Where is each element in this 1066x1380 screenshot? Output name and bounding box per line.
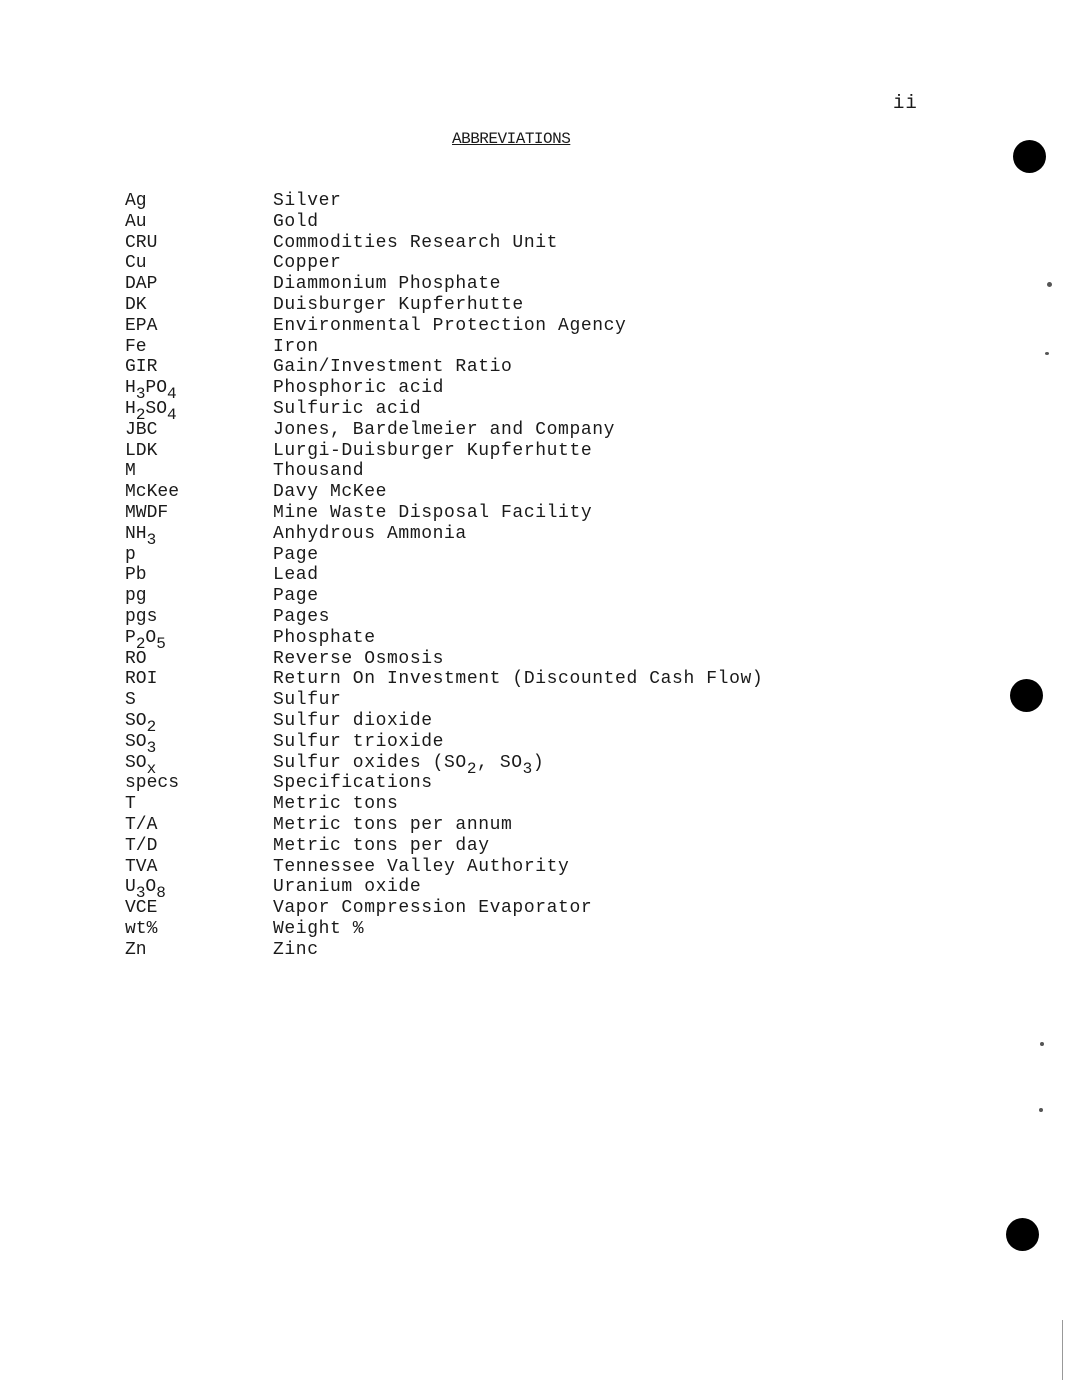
abbreviation-meaning: Specifications bbox=[273, 773, 433, 794]
scan-speck bbox=[1045, 352, 1049, 355]
abbreviation-term: Zn bbox=[125, 939, 147, 960]
abbreviation-term: TVA bbox=[125, 856, 158, 877]
abbreviation-meaning: Weight % bbox=[273, 918, 365, 939]
abbreviation-term: pgs bbox=[125, 606, 158, 627]
abbreviation-meaning: Sulfur trioxide bbox=[273, 731, 445, 752]
abbreviation-term: S bbox=[125, 690, 136, 711]
abbreviation-term: $NH_3$ bbox=[125, 523, 157, 549]
abbreviation-meaning: Gold bbox=[273, 211, 319, 232]
abbreviation-term: VCE bbox=[125, 898, 158, 919]
abbreviation-term: RO bbox=[125, 648, 147, 669]
abbreviation-term: Pb bbox=[125, 565, 147, 586]
abbreviation-meaning: Mine Waste Disposal Facility bbox=[273, 502, 593, 523]
abbreviation-term: DAP bbox=[125, 274, 158, 295]
abbreviation-term: T/A bbox=[125, 814, 158, 835]
abbreviation-meaning: Page bbox=[273, 586, 319, 607]
abbreviation-term: Ag bbox=[125, 191, 147, 211]
abbreviation-term: $SO_x$ bbox=[125, 752, 157, 778]
abbreviation-term: p bbox=[125, 544, 136, 565]
abbreviation-meaning: Commodities Research Unit bbox=[273, 232, 559, 253]
scan-speck bbox=[1047, 282, 1052, 287]
abbreviation-meaning: Anhydrous Ammonia bbox=[273, 523, 467, 544]
abbreviation-meaning: Sulfur dioxide bbox=[273, 710, 433, 731]
abbreviation-term: $P_2O_5$ bbox=[125, 627, 166, 653]
abbreviation-meaning: Return On Investment (Discounted Cash Flow) bbox=[273, 669, 764, 690]
abbreviation-term: $SO_3$ bbox=[125, 731, 157, 757]
abbreviation-term: EPA bbox=[125, 315, 158, 336]
abbreviation-meaning: Lurgi-Duisburger Kupferhutte bbox=[273, 440, 593, 461]
abbreviation-term: T bbox=[125, 794, 136, 815]
abbreviation-term: DK bbox=[125, 294, 147, 315]
abbreviation-term: Au bbox=[125, 211, 147, 232]
punch-hole bbox=[1006, 1218, 1039, 1251]
abbreviation-meaning: Reverse Osmosis bbox=[273, 648, 445, 669]
abbreviation-meaning: Tennessee Valley Authority bbox=[273, 856, 570, 877]
abbreviation-meaning: Metric tons per day bbox=[273, 835, 490, 856]
abbreviation-meaning: Zinc bbox=[273, 939, 319, 960]
abbreviation-meaning: Metric tons per annum bbox=[273, 814, 513, 835]
abbreviation-meaning: Phosphate bbox=[273, 627, 376, 648]
abbreviation-meaning: Pages bbox=[273, 606, 331, 627]
abbreviation-meaning: Duisburger Kupferhutte bbox=[273, 294, 524, 315]
abbreviation-meaning: Jones, Bardelmeier and Company bbox=[273, 419, 616, 440]
abbreviation-meaning: Lead bbox=[273, 565, 319, 586]
abbreviation-term: $SO_2$ bbox=[125, 710, 157, 736]
abbreviation-term: Fe bbox=[125, 336, 147, 357]
abbreviation-meaning: Metric tons bbox=[273, 794, 399, 815]
abbreviation-meaning: Thousand bbox=[273, 461, 365, 482]
abbreviation-term: McKee bbox=[125, 482, 180, 503]
abbreviation-meaning: Iron bbox=[273, 336, 319, 357]
abbreviation-term: T/D bbox=[125, 835, 158, 856]
abbreviation-meaning: Gain/Investment Ratio bbox=[273, 357, 513, 378]
abbreviation-meaning: Davy McKee bbox=[273, 482, 388, 503]
abbreviation-meaning: Sulfur oxides ($SO_2$, $SO_3$) bbox=[273, 752, 545, 778]
abbreviation-term: ROI bbox=[125, 669, 158, 690]
abbreviation-term: $H_3PO_4$ bbox=[125, 378, 177, 404]
abbreviation-term: specs bbox=[125, 773, 180, 794]
scan-edge-line bbox=[1062, 1320, 1063, 1380]
abbreviation-meaning: Diammonium Phosphate bbox=[273, 274, 502, 295]
abbreviation-term: Cu bbox=[125, 253, 147, 274]
abbreviation-meaning: Sulfur bbox=[273, 690, 342, 711]
abbreviation-term: wt% bbox=[125, 918, 158, 939]
abbreviation-meaning: Silver bbox=[273, 191, 342, 211]
abbreviation-meaning: Vapor Compression Evaporator bbox=[273, 898, 593, 919]
scan-speck bbox=[1039, 1108, 1043, 1112]
abbreviation-term: CRU bbox=[125, 232, 158, 253]
abbreviation-meaning: Phosphoric acid bbox=[273, 378, 445, 399]
abbreviation-term: M bbox=[125, 461, 136, 482]
abbreviation-meaning: Page bbox=[273, 544, 319, 565]
scan-speck bbox=[1040, 1042, 1044, 1046]
abbreviation-meaning: Sulfuric acid bbox=[273, 398, 422, 419]
page-title: ABBREVIATIONS bbox=[452, 130, 571, 148]
abbreviation-meaning: Copper bbox=[273, 253, 342, 274]
abbreviation-term: $H_2SO_4$ bbox=[125, 398, 177, 424]
abbreviation-term: GIR bbox=[125, 357, 158, 378]
abbreviation-term: pg bbox=[125, 586, 147, 607]
page-number: ii bbox=[893, 92, 918, 114]
abbreviation-term: MWDF bbox=[125, 502, 169, 523]
abbreviation-meaning: Environmental Protection Agency bbox=[273, 315, 627, 336]
abbreviation-meaning: Uranium oxide bbox=[273, 877, 422, 898]
abbreviation-term: JBC bbox=[125, 419, 158, 440]
punch-hole bbox=[1013, 140, 1046, 173]
abbreviation-term: LDK bbox=[125, 440, 158, 461]
abbreviation-term: $U_3O_8$ bbox=[125, 877, 166, 903]
punch-hole bbox=[1010, 679, 1043, 712]
